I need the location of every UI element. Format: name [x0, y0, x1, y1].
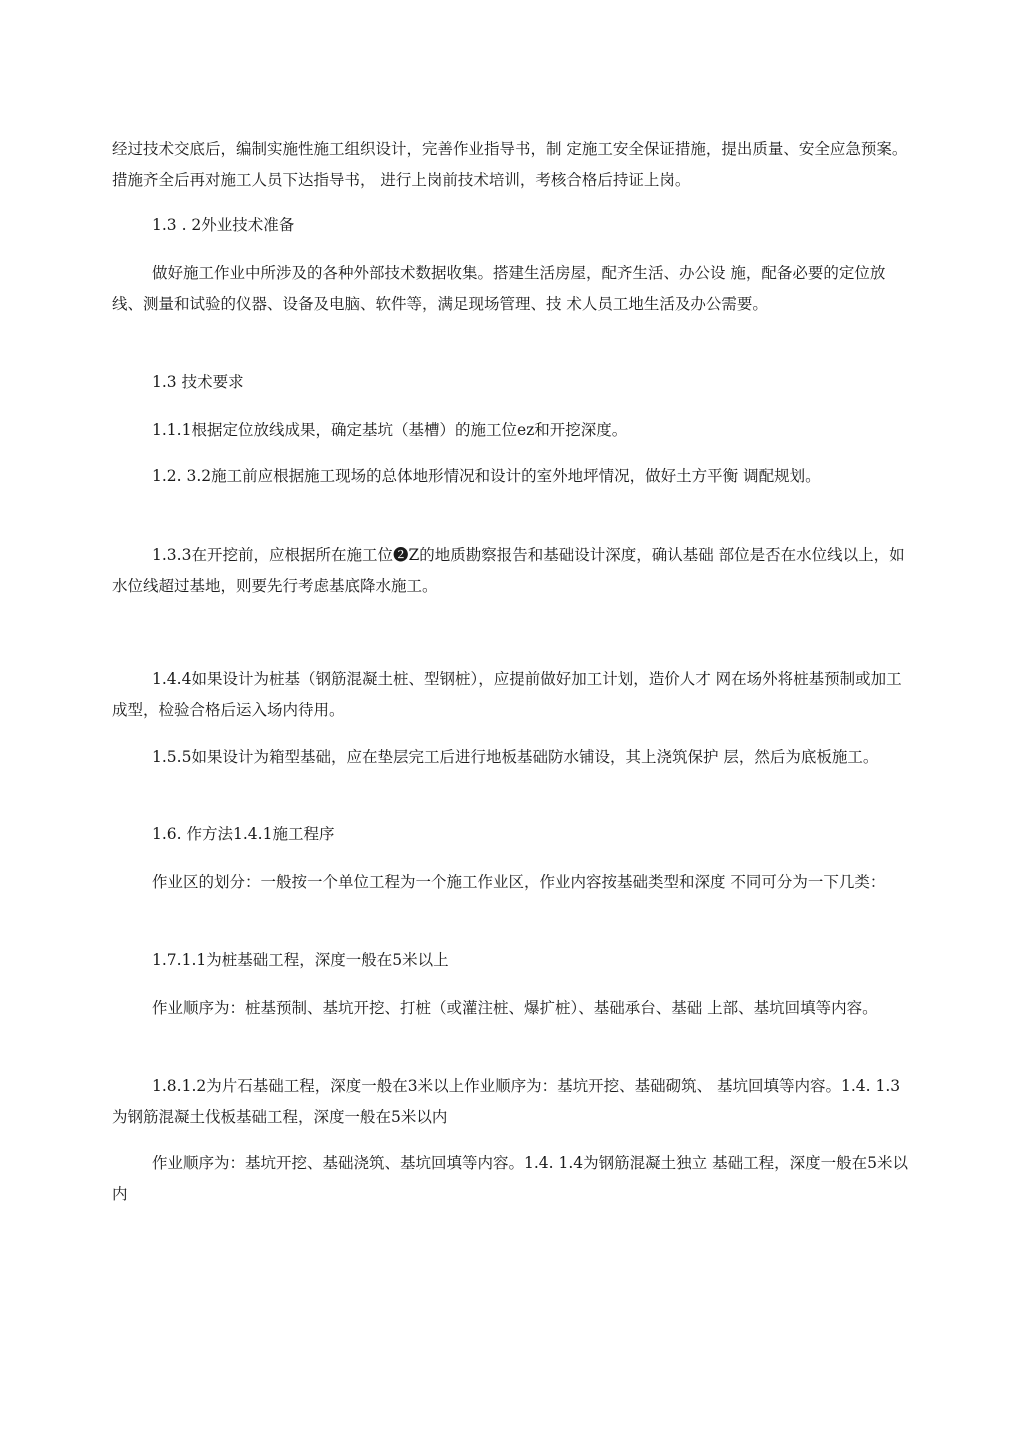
paragraph-work-zone-division: 作业区的划分：一般按一个单位工程为一个施工作业区，作业内容按基础类型和深度 不同可分为一下几类： [152, 873, 886, 891]
paragraph-raft-sequence: 作业顺序为：基坑开挖、基础浇筑、基坑回填等内容。1.4. 1.4为钢筋混凝土独立 基础工程，深度一般在5米以内 [112, 1154, 908, 1203]
heading-work-method: 1.6. 作方法1.4.1施工程序 [152, 825, 335, 843]
paragraph-item-1-7: 1.7.1.1为桩基础工程，深度一般在5米以上 [152, 951, 449, 969]
paragraph-item-1-4-4: 1.4.4如果设计为桩基（钢筋混凝土桩、型钢桩），应提前做好加工计划，造价人才 网在场外将桩基预制或加工成型，检验合格后运入场内待用。 [112, 670, 902, 719]
paragraph-tech-briefing: 经过技术交底后，编制实施性施工组织设计，完善作业指导书，制 定施工安全保证措施，提出质量、安全应急预案。措施齐全后再对施工人员下达指导书， 进行上岗前技术培训，考核合格后持证上岗。 [112, 140, 908, 189]
paragraph-item-1-8: 1.8.1.2为片石基础工程，深度一般在3米以上作业顺序为：基坑开挖、基础砌筑、 基坑回填等内容。1.4. 1.3为钢筋混凝土伐板基础工程，深度一般在5米以内 [112, 1077, 901, 1126]
heading-tech-requirements: 1.3 技术要求 [152, 373, 244, 391]
paragraph-item-1-3-3: 1.3.3在开挖前，应根据所在施工位❷Z的地质勘察报告和基础设计深度，确认基础 部位是否在水位线以上，如水位线超过基地，则要先行考虑基底降水施工。 [112, 546, 905, 595]
paragraph-item-1-1-1: 1.1.1根据定位放线成果，确定基坑（基槽）的施工位ez和开挖深度。 [152, 421, 628, 439]
heading-external-tech-prep: 1.3 . 2外业技术准备 [152, 216, 295, 234]
paragraph-external-data-collection: 做好施工作业中所涉及的各种外部技术数据收集。搭建生活房屋，配齐生活、办公设 施，配备必要的定位放线、测量和试验的仪器、设备及电脑、软件等，满足现场管理、技 术人员工地生活及办公需要。 [112, 264, 886, 313]
paragraph-item-1-2: 1.2. 3.2施工前应根据施工现场的总体地形情况和设计的室外地坪情况，做好土方平衡 调配规划。 [152, 467, 821, 485]
paragraph-pile-sequence: 作业顺序为：桩基预制、基坑开挖、打桩（或灌注桩、爆扩桩）、基础承台、基础 上部、基坑回填等内容。 [152, 999, 878, 1017]
paragraph-item-1-5-5: 1.5.5如果设计为箱型基础，应在垫层完工后进行地板基础防水铺设，其上浇筑保护 层，然后为底板施工。 [152, 748, 879, 766]
